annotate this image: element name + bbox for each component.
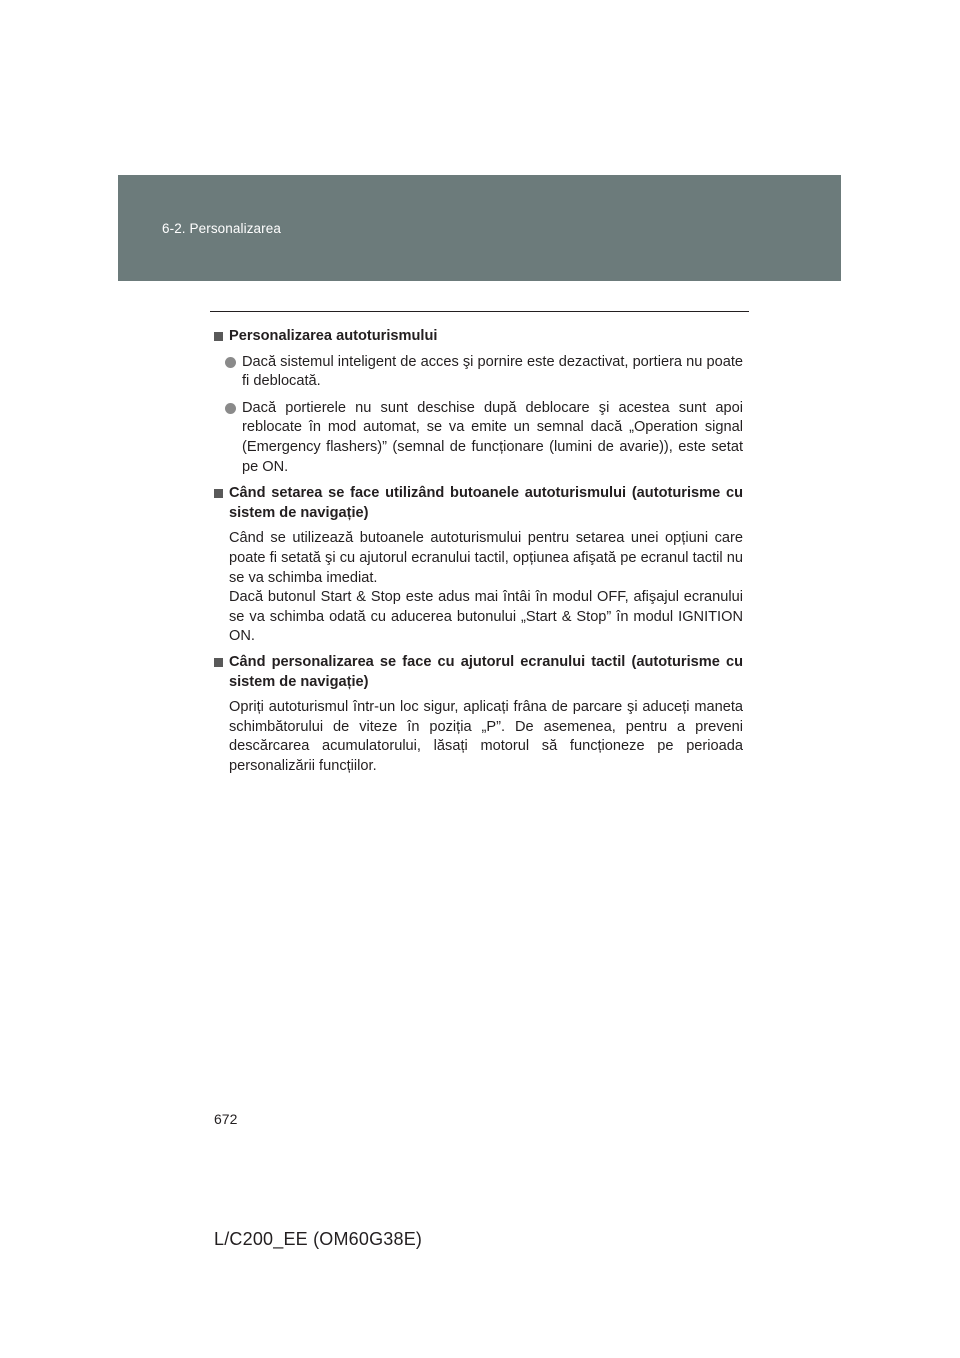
- square-bullet-icon: [214, 489, 223, 498]
- body-paragraph: Când se utilizează butoanele autoturismului pentru setarea unei opțiuni care poate fi setată şi cu ajutorul ecranului tactil, opțiunea afişată pe ecranul tactil nu se va schimba imediat.: [229, 530, 743, 586]
- subsection-heading: Când setarea se face utilizând butoanele autoturismului (autoturisme cu sistem de navigație): [214, 484, 743, 523]
- page-content: [214, 327, 743, 782]
- body-paragraph: Opriți autoturismul într-un loc sigur, aplicați frâna de parcare şi aduceți maneta schimbătorului de viteze în poziția „P”. De asemenea, pentru a preveni descărcarea acumulatorului, lăsați motorul să funcționeze pe perioada personalizării funcțiilor.: [229, 699, 743, 774]
- bullet-item: Dacă portierele nu sunt deschise după deblocare şi acestea sunt apoi reblocate în mod automat, se va emite un semnal dacă „Operation signal (Emergency flashers)” (semnal de funcționare (lumini de avarie)), este setat pe ON.: [214, 399, 743, 477]
- section-header-band: [118, 175, 841, 281]
- circle-bullet-icon: [225, 357, 236, 368]
- document-code: L/C200_EE (OM60G38E): [214, 1229, 423, 1249]
- page-number: 672: [214, 1111, 238, 1127]
- bullet-item: Dacă sistemul inteligent de acces şi pornire este dezactivat, portiera nu poate fi deblocată.: [214, 353, 743, 392]
- subsection-heading: Când personalizarea se face cu ajutorul ecranului tactil (autoturisme cu sistem de navigație): [214, 653, 743, 692]
- circle-bullet-icon: [225, 403, 236, 414]
- section-title: 6-2. Personalizarea: [162, 221, 281, 236]
- divider-line: [210, 311, 749, 312]
- square-bullet-icon: [214, 658, 223, 667]
- square-bullet-icon: [214, 332, 223, 341]
- body-paragraph: Dacă butonul Start & Stop este adus mai întâi în modul OFF, afişajul ecranului se va schimba odată cu aducerea butonului „Start & Stop” în modul IGNITION ON.: [229, 589, 743, 645]
- subsection-heading: Personalizarea autoturismului: [214, 327, 743, 347]
